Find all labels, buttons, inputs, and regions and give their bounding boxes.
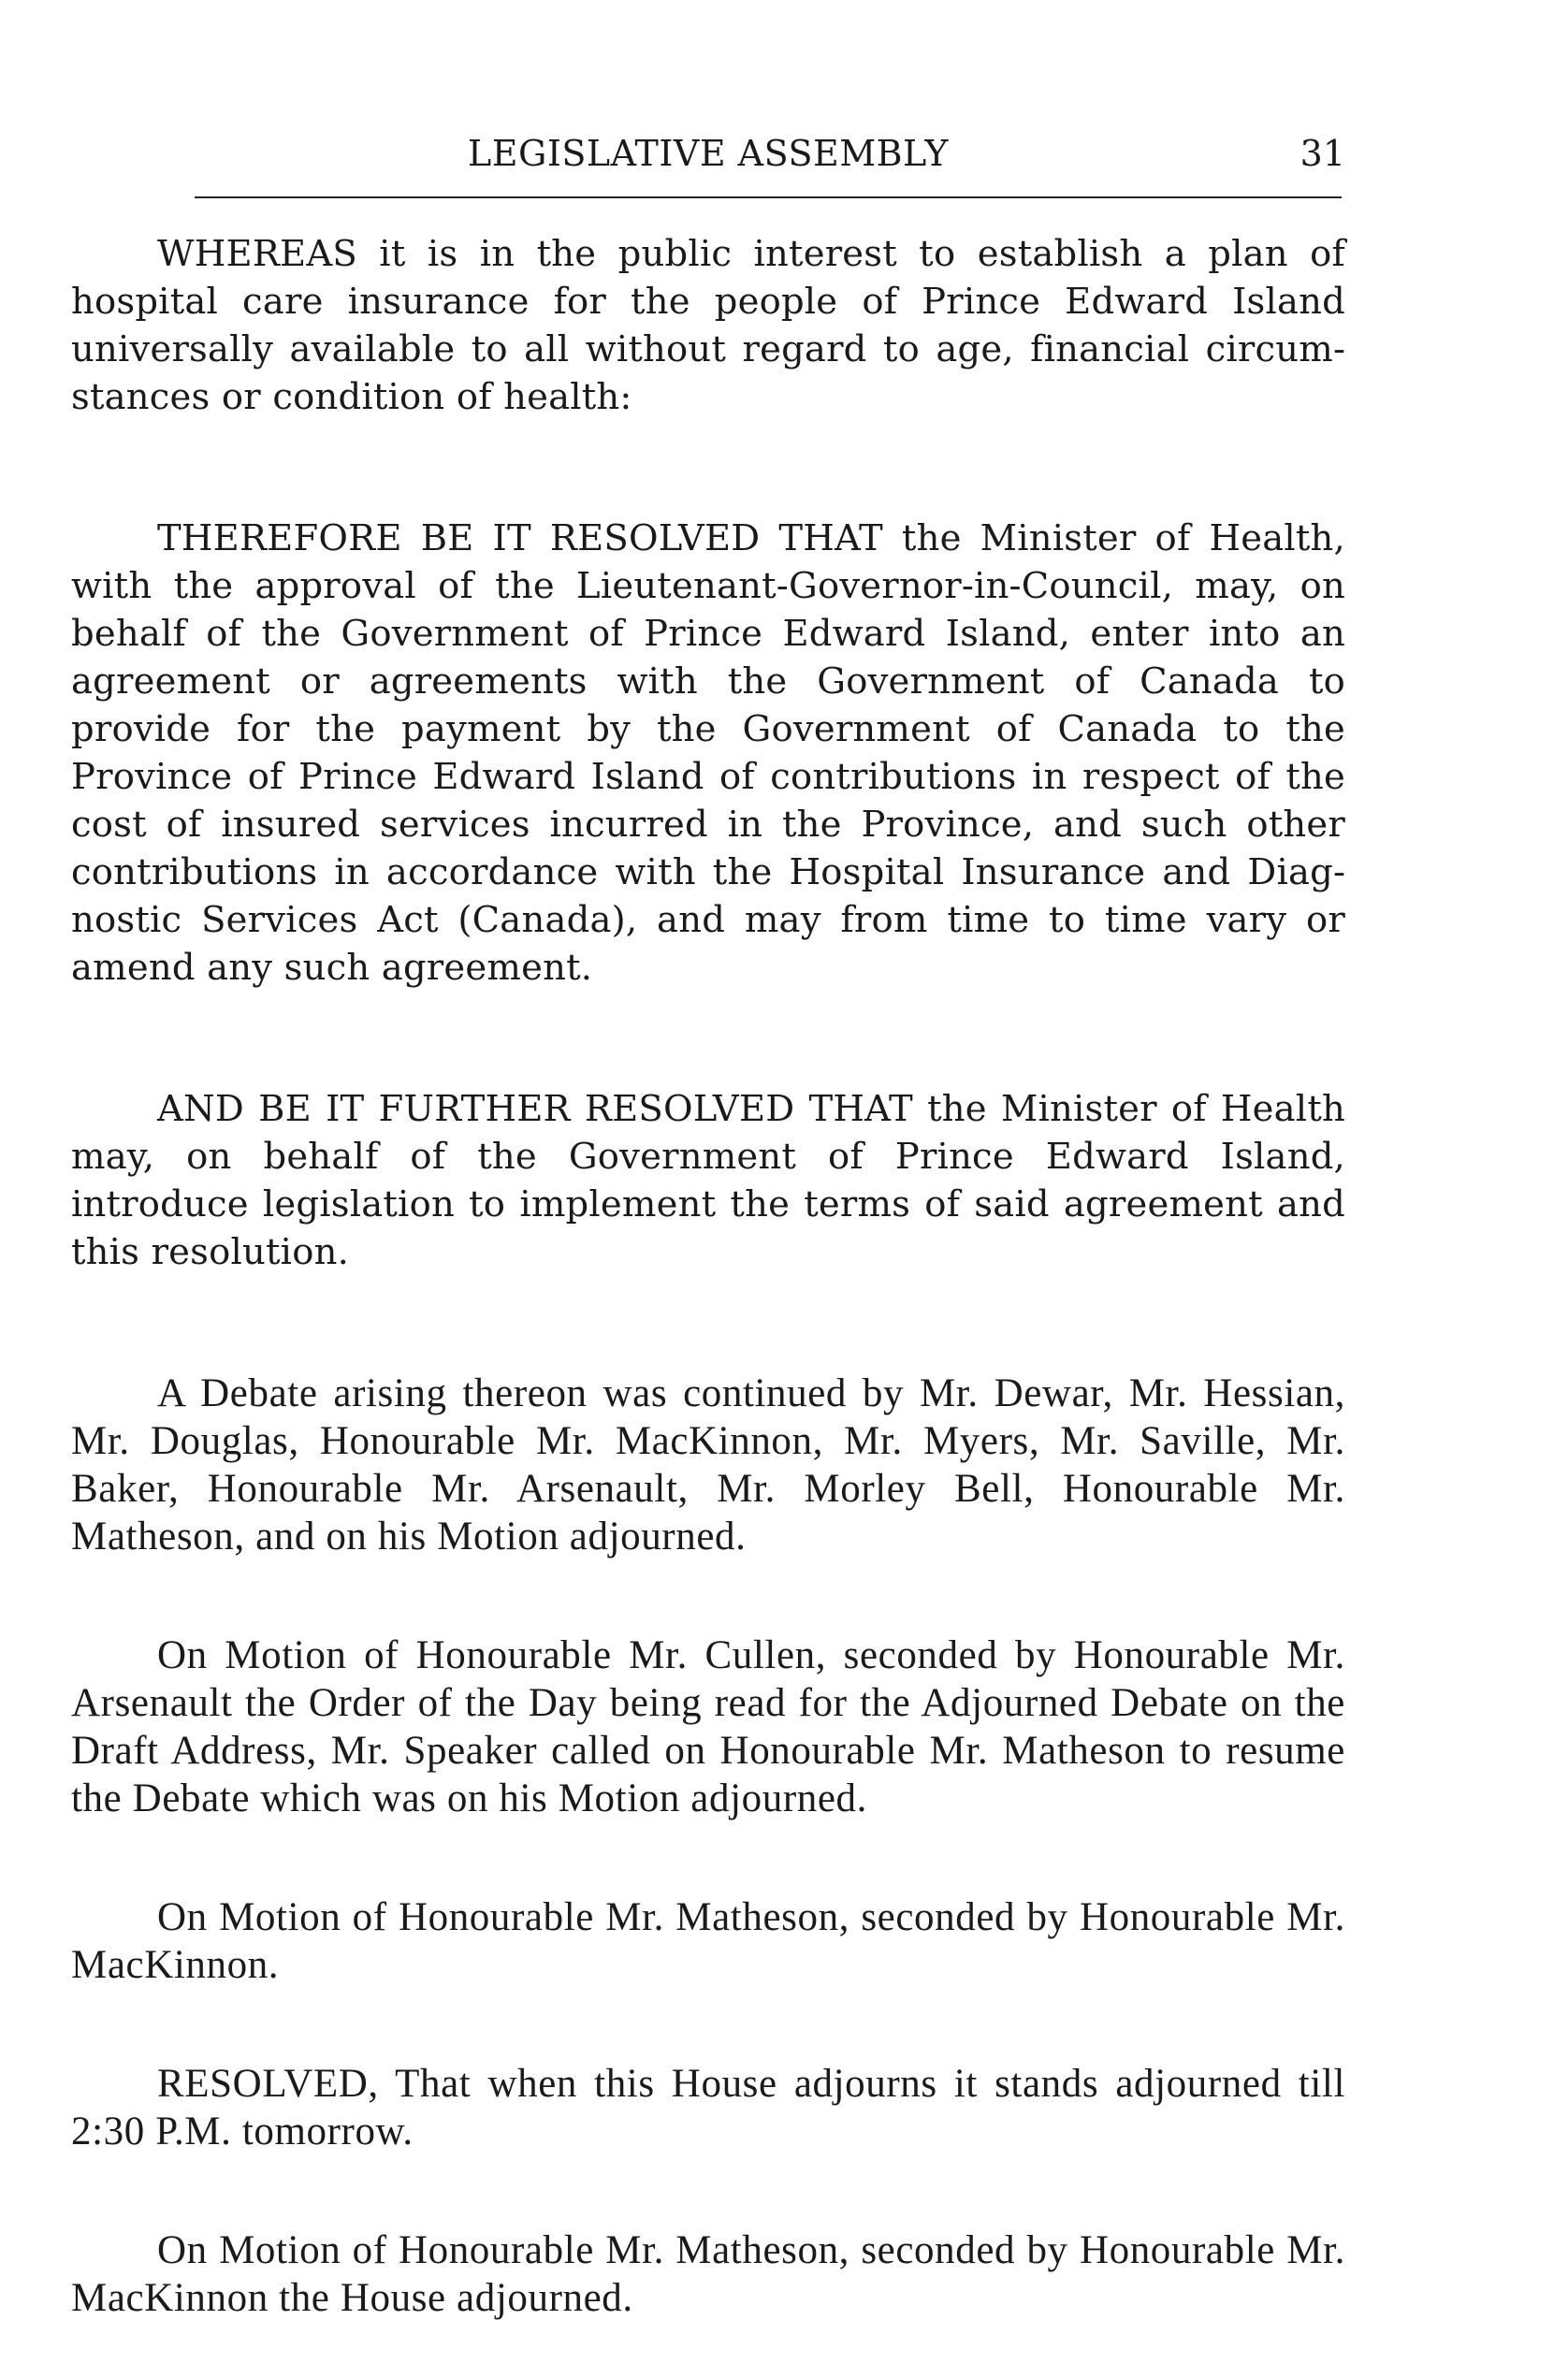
whereas-paragraph: WHEREAS it is in the public interest to establish a plan of hospital care insurance for the people of Prince Edward Island universally available to all without regard to age, financial circumstances or condition of health: <box>71 233 1345 418</box>
motion-paragraph: On Motion of Honourable Mr. Matheson, seconded by Honourable Mr. MacKinnon. <box>71 1895 1345 1987</box>
page-number: 31 <box>1299 133 1345 174</box>
header-title: LEGISLATIVE ASSEMBLY <box>468 133 949 174</box>
house-adjourned-paragraph: On Motion of Honourable Mr. Matheson, seconded by Honourable Mr. MacKinnon the House adjourned. <box>71 2228 1345 2320</box>
body-text <box>71 230 1345 2322</box>
header-rule <box>195 196 1342 198</box>
further-resolved-paragraph: AND BE IT FURTHER RESOLVED THAT the Minister of Health may, on behalf of the Government of Prince Edward Island, introduce legislation to implement the terms of said agreement and this resolution. <box>71 1088 1345 1273</box>
running-header <box>71 129 1345 178</box>
therefore-resolved-paragraph: THEREFORE BE IT RESOLVED THAT the Minister of Health, with the approval of the Lieutenant-Governor-in-Council, may, on behalf of the Government of Prince Edward Island, enter into an agreement or agreements with the Government of Canada to provide for the payment by the Government of Canada to the Province of Prince Edward Island of contributions in respect of the cost of insured services incurred in the Province, and such other contributions in accordance with the Hospital Insurance and Diagnostic Services Act (Canada), and may from time to time vary or amend any such agreement. <box>71 517 1345 989</box>
adjourned-debate-paragraph: On Motion of Honourable Mr. Cullen, seconded by Honourable Mr. Arsenault the Order of the Day being read for the Adjourned Debate on the Draft Address, Mr. Speaker called on Honourable Mr. Matheson to resume the Debate which was on his Motion adjourned. <box>71 1633 1345 1820</box>
resolved-adjournment-paragraph: RESOLVED, That when this House adjourns it stands adjourned till 2:30 P.M. tomorrow. <box>71 2062 1345 2153</box>
debate-paragraph: A Debate arising thereon was continued by Mr. Dewar, Mr. Hessian, Mr. Douglas, Honourable Mr. MacKinnon, Mr. Myers, Mr. Saville, Mr. Baker, Honourable Mr. Arsenault, Mr. Morley Bell, Honourable Mr. Matheson, and on his Motion adjourned. <box>71 1371 1345 1559</box>
